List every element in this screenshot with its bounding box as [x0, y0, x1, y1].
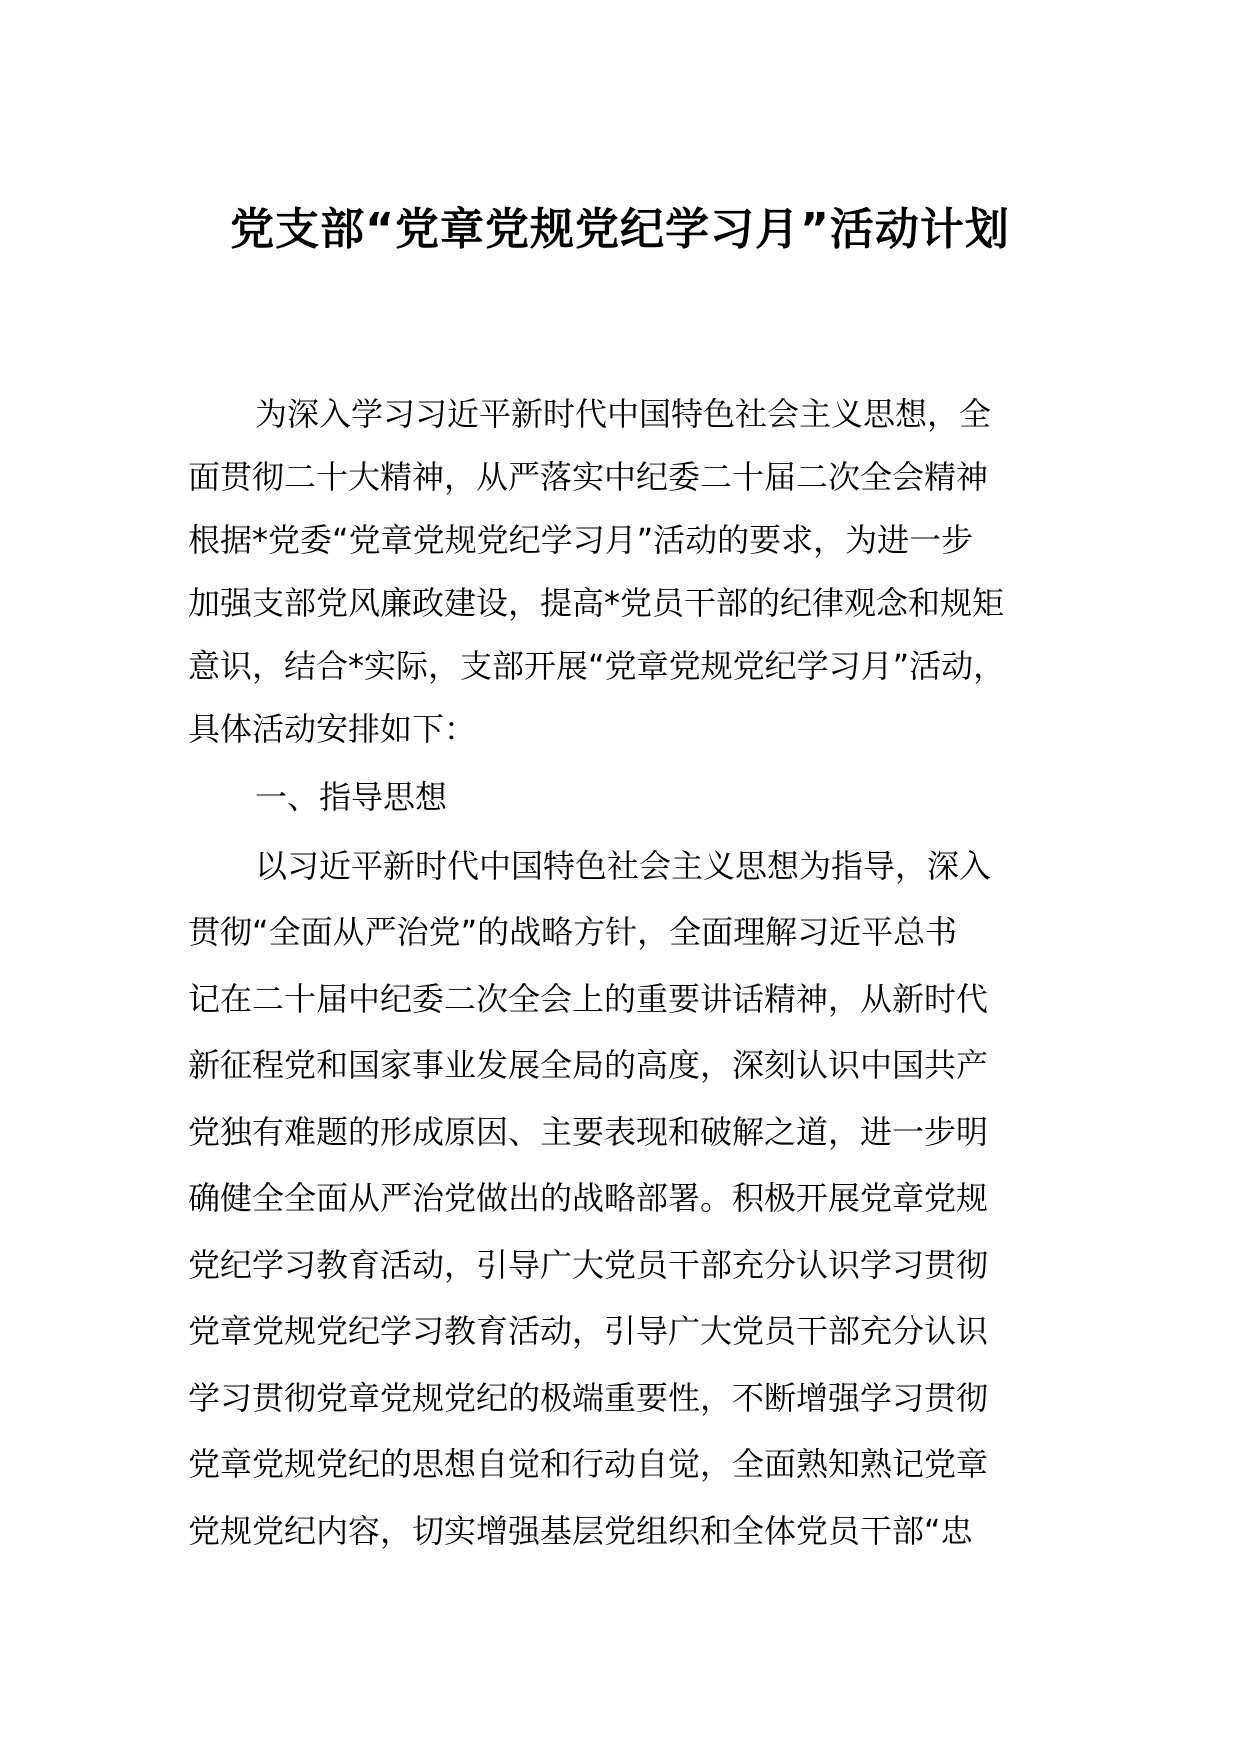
paragraph-line: 以习近平新时代中国特色社会主义思想为指导，深入 — [255, 847, 992, 885]
paragraph-line: 确健全全面从严治党做出的战略部署。积极开展党章党规 — [188, 1179, 989, 1217]
paragraph-line: 具体活动安排如下： — [188, 710, 477, 748]
paragraph-line: 学习贯彻党章党规党纪的极端重要性，不断增强学习贯彻 — [188, 1379, 989, 1417]
paragraph-line: 党章党规党纪学习教育活动，引导广大党员干部充分认识 — [188, 1312, 989, 1350]
paragraph-line: 面贯彻二十大精神，从严落实中纪委二十届二次全会精神 — [188, 458, 989, 496]
paragraph-line: 党纪学习教育活动，引导广大党员干部充分认识学习贯彻 — [188, 1246, 989, 1284]
paragraph-line: 党章党规党纪的思想自觉和行动自觉，全面熟知熟记党章 — [188, 1445, 989, 1483]
paragraph-line: 加强支部党风廉政建设，提高*党员干部的纪律观念和规矩 — [188, 584, 1005, 622]
paragraph-line: 新征程党和国家事业发展全局的高度，深刻认识中国共产 — [188, 1046, 989, 1084]
paragraph-line: 记在二十届中纪委二次全会上的重要讲话精神，从新时代 — [188, 980, 989, 1018]
section-heading: 一、指导思想 — [255, 778, 448, 816]
paragraph-line: 贯彻“全面从严治党”的战略方针，全面理解习近平总书 — [188, 913, 958, 951]
paragraph-line: 意识，结合*实际，支部开展“党章党规党纪学习月”活动， — [188, 647, 1006, 685]
paragraph-line: 根据*党委“党章党规党纪学习月”活动的要求，为进一步 — [188, 521, 974, 559]
paragraph-line: 为深入学习习近平新时代中国特色社会主义思想，全 — [255, 395, 992, 433]
paragraph-line: 党规党纪内容，切实增强基层党组织和全体党员干部“忠 — [188, 1512, 973, 1550]
document-title: 党支部“党章党规党纪学习月”活动计划 — [230, 204, 1010, 255]
paragraph-line: 党独有难题的形成原因、主要表现和破解之道，进一步明 — [188, 1113, 989, 1151]
